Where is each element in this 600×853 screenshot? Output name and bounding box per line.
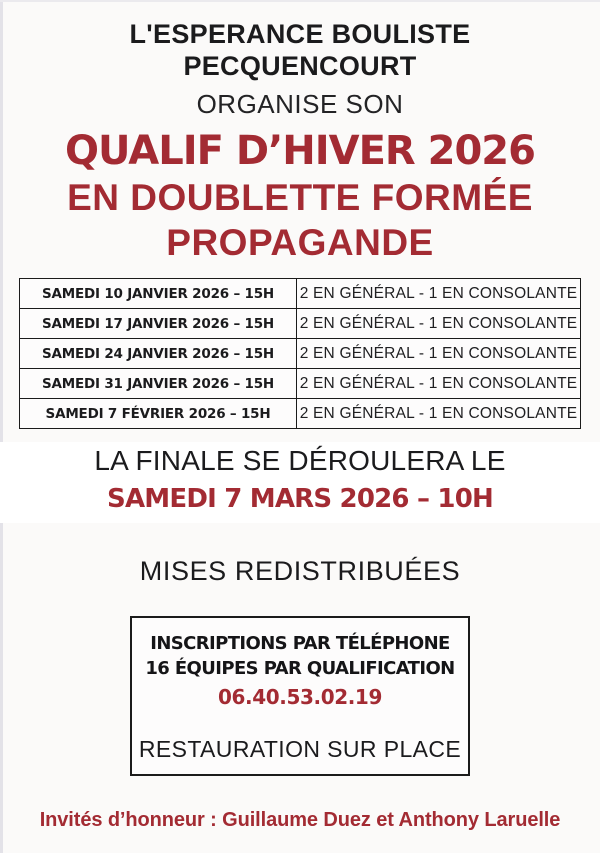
date-cell: SAMEDI 17 JANVIER 2026 – 15H [20,309,297,339]
schedule-row [20,399,581,429]
guests-line: Invités d’honneur : Guillaume Duez et Anthony Laruelle [39,808,561,831]
schedule-row [20,369,581,399]
event-title-line2: EN DOUBLETTE FORMÉE [67,176,533,218]
finale-section [0,442,600,523]
phone-number: 06.40.53.02.19 [218,684,382,709]
schedule-row [20,279,581,309]
result-cell: 2 EN GÉNÉRAL - 1 EN CONSOLANTE [297,369,581,399]
finale-intro: LA FINALE SE DÉROULERA LE [94,445,506,477]
schedule-table [19,278,581,429]
schedule-row [20,309,581,339]
result-cell: 2 EN GÉNÉRAL - 1 EN CONSOLANTE [297,309,581,339]
result-cell: 2 EN GÉNÉRAL - 1 EN CONSOLANTE [297,399,581,429]
result-cell: 2 EN GÉNÉRAL - 1 EN CONSOLANTE [297,339,581,369]
date-cell: SAMEDI 31 JANVIER 2026 – 15H [20,369,297,399]
inscriptions-line: INSCRIPTIONS PAR TÉLÉPHONE [150,633,450,655]
equipes-line: 16 ÉQUIPES PAR QUALIFICATION [145,658,455,680]
schedule-row [20,339,581,369]
mises-text: MISES REDISTRIBUÉES [139,556,461,587]
club-name-line1: L'ESPERANCE BOULISTE [129,19,471,49]
restauration-line: RESTAURATION SUR PLACE [138,735,462,762]
date-cell: SAMEDI 24 JANVIER 2026 – 15H [20,339,297,369]
date-cell: SAMEDI 10 JANVIER 2026 – 15H [20,279,297,309]
club-name [0,19,600,83]
finale-date: SAMEDI 7 MARS 2026 – 10H [107,484,493,515]
club-name-line2: PECQUENCOURT [183,50,417,81]
organise-text: ORGANISE SON [196,88,404,119]
date-cell: SAMEDI 7 FÉVRIER 2026 – 15H [20,399,297,429]
event-title-line1: QUALIF D’HIVER 2026 [65,127,535,174]
result-cell: 2 EN GÉNÉRAL - 1 EN CONSOLANTE [297,279,581,309]
event-title [0,127,600,264]
registration-box [130,616,470,775]
event-title-line3: PROPAGANDE [166,222,434,264]
